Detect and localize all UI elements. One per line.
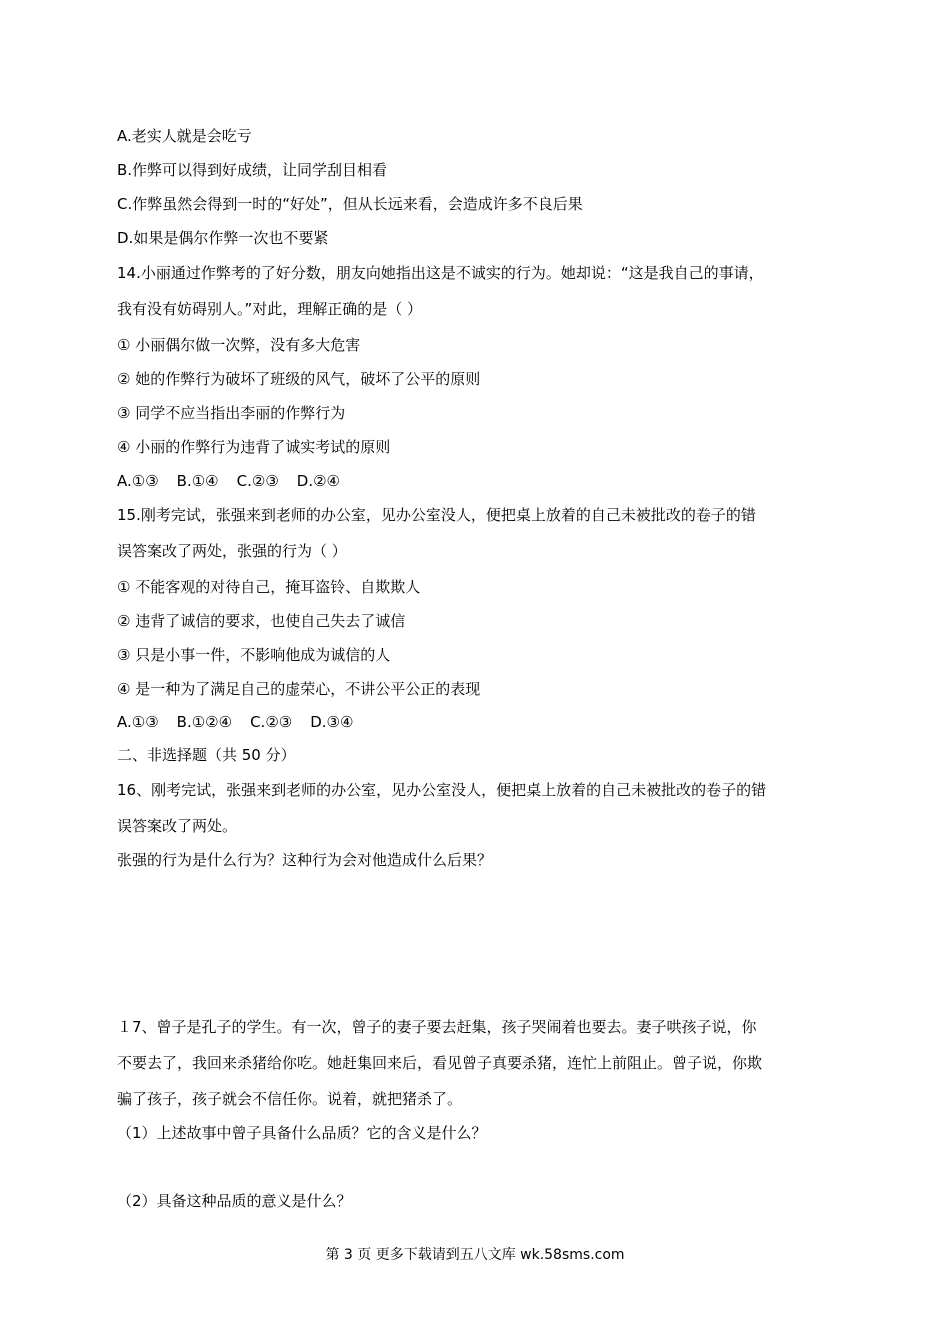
section2-heading: 二、非选择题（共 50 分）	[117, 746, 296, 764]
q14-item-3: ③ 同学不应当指出李丽的作弊行为	[117, 404, 346, 422]
page-footer: 第 3 页 更多下载请到五八文库 wk.58sms.com	[325, 1247, 625, 1263]
q15-item-3: ③ 只是小事一件，不影响他成为诚信的人	[117, 646, 391, 664]
q13-option-a: A.老实人就是会吃亏	[117, 127, 252, 145]
q15-options	[117, 712, 353, 732]
q17-sub1: （1）上述故事中曾子具备什么品质？它的含义是什么？	[117, 1124, 487, 1142]
q13-option-d: D.如果是偶尔作弊一次也不要紧	[117, 229, 329, 247]
q13-option-b: B.作弊可以得到好成绩，让同学刮目相看	[117, 161, 388, 179]
q14-stem-line2: 我有没有妨碍别人。”对此，理解正确的是（ ）	[117, 300, 423, 318]
q14-option-b: B.①④	[176, 472, 219, 490]
q17-line1: １7、曾子是孔子的学生。有一次，曾子的妻子要去赶集，孩子哭闹着也要去。妻子哄孩子说，你	[117, 1018, 757, 1036]
q15-stem-line1: 15.刚考完试，张强来到老师的办公室，见办公室没人，便把桌上放着的自己未被批改的卷子的错	[117, 506, 756, 524]
q15-item-1: ① 不能客观的对待自己，掩耳盗铃、自欺欺人	[117, 578, 421, 596]
q14-stem-line1: 14.小丽通过作弊考的了好分数，朋友向她指出这是不诚实的行为。她却说：“这是我自己的事请，	[117, 264, 764, 282]
q14-item-2: ② 她的作弊行为破坏了班级的风气，破坏了公平的原则	[117, 370, 481, 388]
q15-option-c: C.②③	[250, 713, 293, 731]
q15-option-d: D.③④	[310, 713, 354, 731]
q17-line2: 不要去了，我回来杀猪给你吃。她赶集回来后，看见曾子真要杀猪，连忙上前阻止。曾子说，你欺	[117, 1054, 763, 1072]
q14-option-c: C.②③	[236, 472, 279, 490]
q14-options	[117, 471, 340, 491]
q15-option-b: B.①②④	[176, 713, 233, 731]
q16-line2: 误答案改了两处。	[117, 817, 238, 835]
q16-question: 张强的行为是什么行为？这种行为会对他造成什么后果？	[117, 851, 493, 869]
q15-item-2: ② 违背了诚信的要求，也使自己失去了诚信	[117, 612, 406, 630]
q14-item-4: ④ 小丽的作弊行为违背了诚实考试的原则	[117, 438, 391, 456]
q14-option-d: D.②④	[296, 472, 340, 490]
q15-item-4: ④ 是一种为了满足自己的虚荣心，不讲公平公正的表现	[117, 680, 481, 698]
q14-item-1: ① 小丽偶尔做一次弊，没有多大危害	[117, 336, 361, 354]
q16-line1: 16、刚考完试，张强来到老师的办公室，见办公室没人，便把桌上放着的自己未被批改的卷子的错	[117, 781, 767, 799]
q14-option-a: A.①③	[117, 472, 159, 490]
q17-line3: 骗了孩子，孩子就会不信任你。说着，就把猪杀了。	[117, 1090, 463, 1108]
q15-option-a: A.①③	[117, 713, 159, 731]
q15-stem-line2: 误答案改了两处，张强的行为（ ）	[117, 542, 347, 560]
q17-sub2: （2）具备这种品质的意义是什么？	[117, 1192, 352, 1210]
q13-option-c: C.作弊虽然会得到一时的“好处”，但从长远来看，会造成许多不良后果	[117, 195, 583, 213]
